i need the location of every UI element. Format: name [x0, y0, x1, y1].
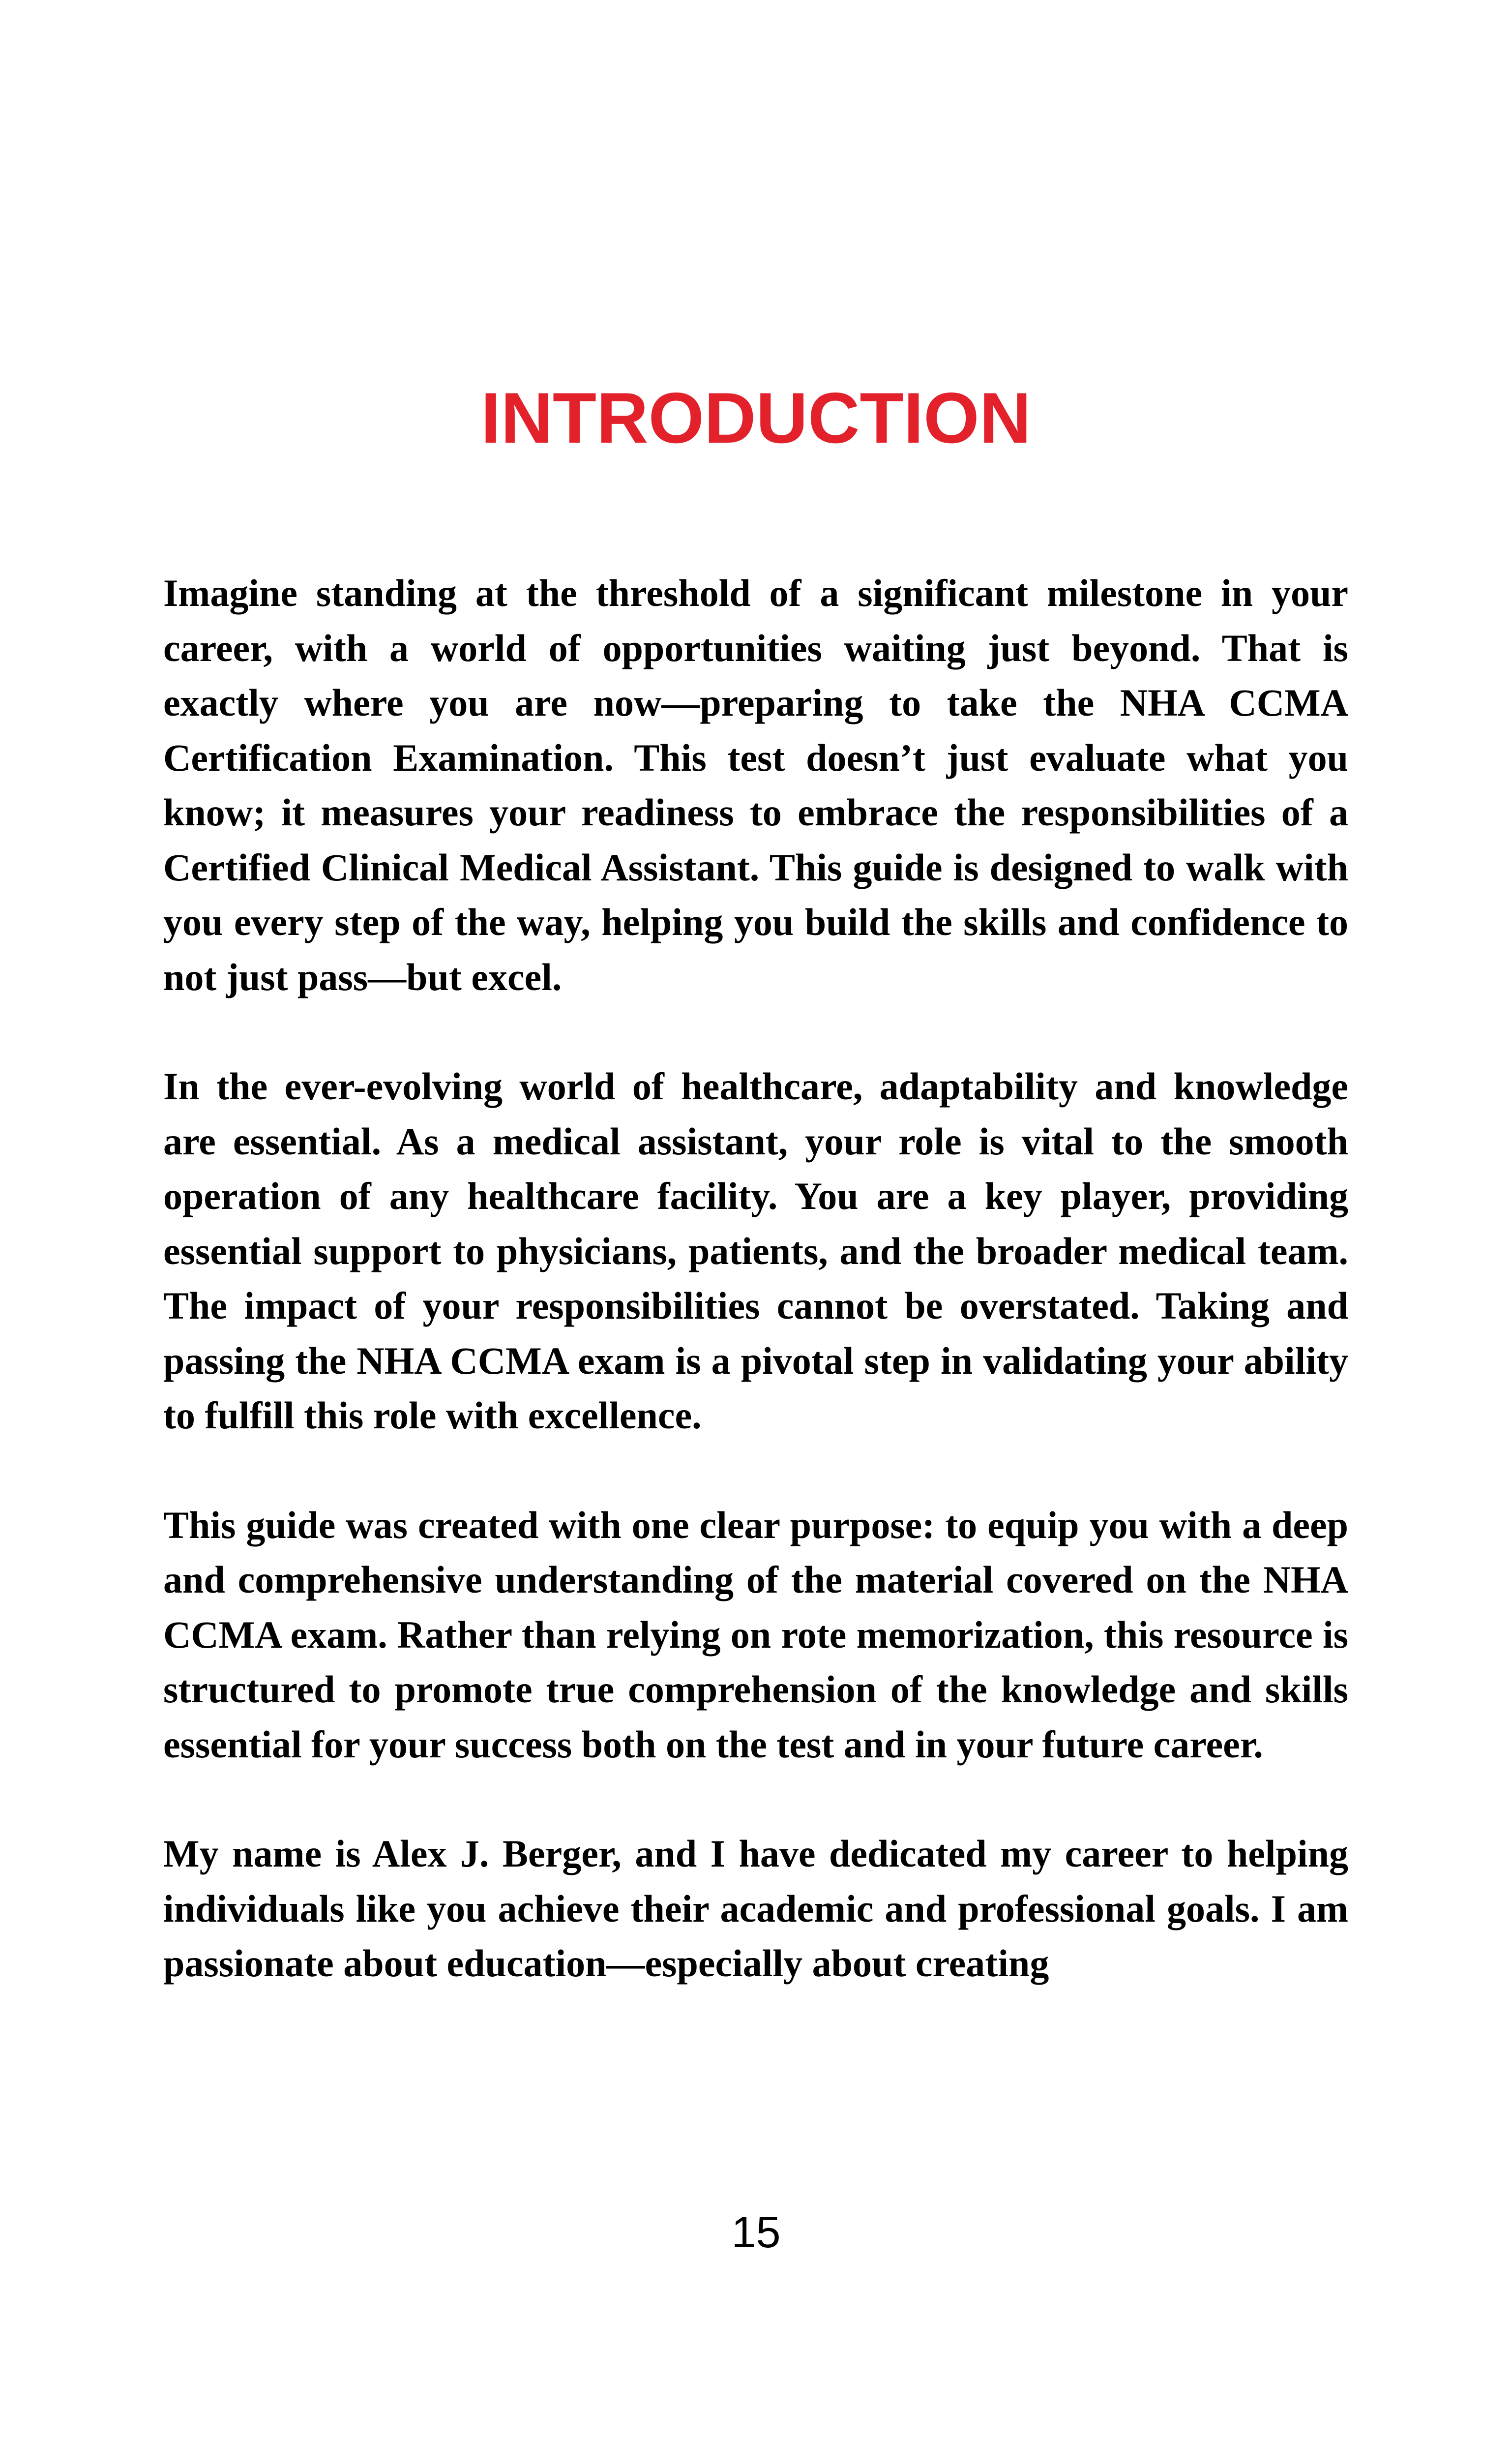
- paragraph-2: In the ever-evolving world of healthcare, adaptability and knowledge are essential. As a medical assistant, your role is vital to the smooth operation of any healthcare facility. You are a key player, providing essential support to physicians, patients, and the broader medical team. The impact of your responsibilities cannot be overstated. Taking and passing the NHA CCMA exam is a pivotal step in validating your ability to fulfill this role with excellence.: [163, 1065, 1348, 1437]
- paragraph-3: This guide was created with one clear purpose: to equip you with a deep and comprehensive understanding of the material covered on the NHA CCMA exam. Rather than relying on rote memorization, this resource is structured to promote true comprehension of the knowledge and skills essential for your success both on the test and in your future career.: [163, 1503, 1348, 1766]
- body-text: [163, 566, 1348, 2046]
- chapter-title: INTRODUCTION: [480, 378, 1032, 458]
- paragraph-1: Imagine standing at the threshold of a significant milestone in your career, with a world of opportunities waiting just beyond. That is exactly where you are now—preparing to take the NHA CCMA Certification Examination. This test doesn’t just evaluate what you know; it measures your readiness to embrace the responsibilities of a Certified Clinical Medical Assistant. This guide is designed to walk with you every step of the way, helping you build the skills and confidence to not just pass—but excel.: [163, 572, 1348, 998]
- page-number: 15: [731, 2208, 781, 2257]
- paragraph-4: My name is Alex J. Berger, and I have dedicated my career to helping individuals like you achieve their academic and professional goals. I am passionate about education—especially about creating: [163, 1832, 1348, 1985]
